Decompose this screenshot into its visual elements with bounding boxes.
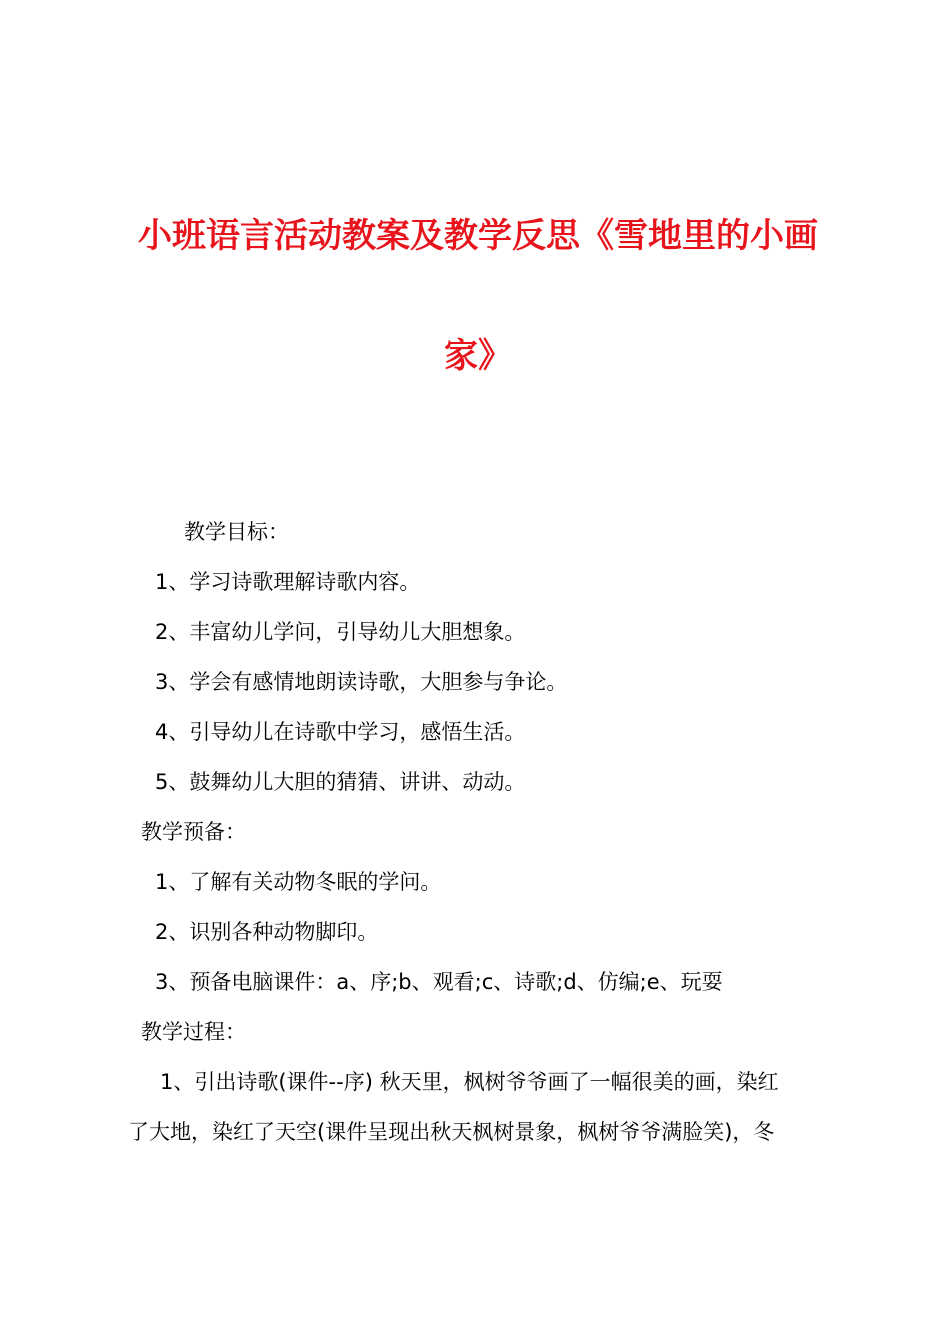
goal-item-4: 4、引导幼儿在诗歌中学习，感悟生活。 <box>155 720 526 744</box>
goal-item-5: 5、鼓舞幼儿大胆的猜猜、讲讲、动动。 <box>155 770 526 794</box>
prep-heading: 教学预备： <box>141 820 246 844</box>
goal-item-1: 1、学习诗歌理解诗歌内容。 <box>155 570 421 594</box>
prep-item-3: 3、预备电脑课件：a、序;b、观看;c、诗歌;d、仿编;e、玩耍 <box>155 970 723 994</box>
prep-item-1: 1、了解有关动物冬眠的学问。 <box>155 870 442 894</box>
document-title-line-1: 小班语言活动教案及教学反思《雪地里的小画 <box>138 216 818 256</box>
goal-item-2: 2、丰富幼儿学问，引导幼儿大胆想象。 <box>155 620 526 644</box>
document-title-line-2: 家》 <box>444 336 512 376</box>
goals-heading: 教学目标： <box>184 520 289 544</box>
process-paragraph-line-1: 1、引出诗歌(课件--序) 秋天里，枫树爷爷画了一幅很美的画，染红 <box>160 1070 779 1094</box>
goal-item-3: 3、学会有感情地朗读诗歌，大胆参与争论。 <box>155 670 568 694</box>
process-heading: 教学过程： <box>141 1020 246 1044</box>
process-paragraph-line-2: 了大地，染红了天空(课件呈现出秋天枫树景象，枫树爷爷满脸笑)，冬 <box>128 1120 775 1144</box>
prep-item-2: 2、识别各种动物脚印。 <box>155 920 379 944</box>
